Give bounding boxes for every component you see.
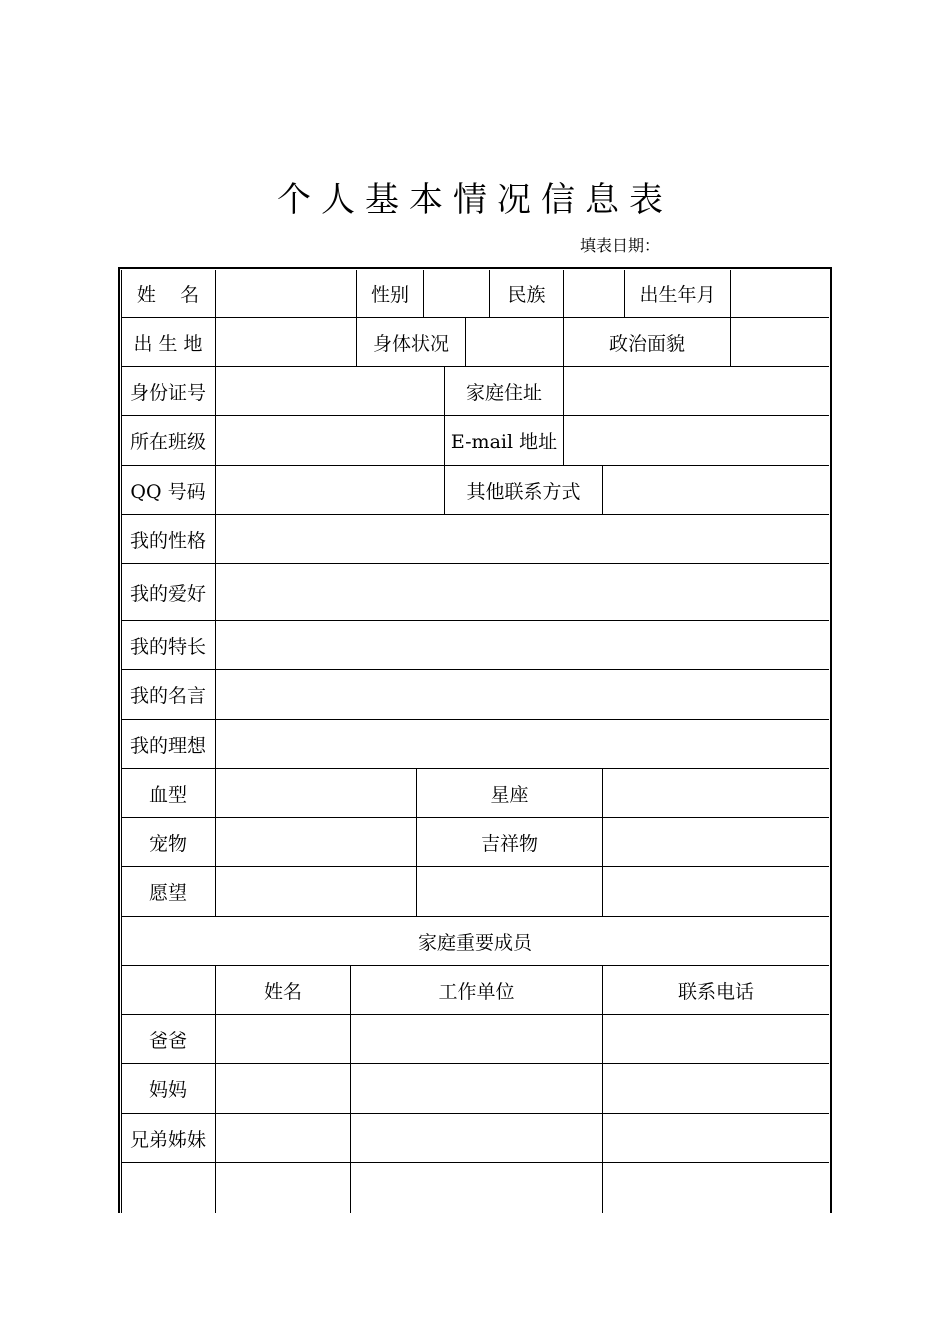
strengths-field[interactable] (216, 621, 829, 669)
family-section-title: 家庭重要成员 (417, 931, 532, 954)
class-field[interactable] (216, 416, 444, 465)
motto-field[interactable] (216, 670, 829, 719)
family-member-father: 爸爸 (148, 1029, 187, 1052)
zodiac-label: 星座 (490, 783, 529, 806)
health-field[interactable] (466, 318, 563, 366)
personality-label: 我的性格 (129, 529, 206, 552)
mother-workplace-field[interactable] (351, 1064, 602, 1113)
birth-date-label: 出生年月 (639, 284, 716, 306)
other-contact-label: 其他联系方式 (466, 480, 581, 503)
extra-phone-field[interactable] (603, 1163, 829, 1213)
birthplace-field[interactable] (216, 318, 356, 366)
political-status-field[interactable] (731, 318, 829, 366)
hobbies-label: 我的爱好 (129, 582, 206, 605)
family-column-phone: 联系电话 (677, 980, 754, 1003)
ethnicity-field[interactable] (564, 270, 624, 317)
siblings-workplace-field[interactable] (351, 1114, 602, 1162)
extra-member-field[interactable] (121, 1163, 215, 1213)
mother-phone-field[interactable] (603, 1064, 829, 1113)
father-workplace-field[interactable] (351, 1015, 602, 1063)
email-field[interactable] (564, 416, 829, 465)
fill-date-label: 填表日期： (580, 236, 661, 255)
ideals-field[interactable] (216, 720, 829, 768)
name-label: 姓 名 (136, 284, 200, 306)
family-member-siblings: 兄弟姊妹 (129, 1128, 206, 1151)
pet-field[interactable] (216, 818, 416, 866)
family-header-blank (121, 966, 215, 1014)
blood-type-field[interactable] (216, 769, 416, 817)
birthplace-label: 出 生 地 (133, 332, 203, 355)
home-address-label: 家庭住址 (465, 381, 542, 404)
mascot-field[interactable] (603, 818, 829, 866)
qq-field[interactable] (216, 466, 444, 514)
id-number-field[interactable] (216, 367, 444, 415)
qq-label: QQ 号码 (130, 480, 206, 503)
health-label: 身体状况 (372, 332, 449, 355)
ideals-label: 我的理想 (129, 734, 206, 757)
email-label: E-mail 地址 (450, 431, 558, 453)
gender-field[interactable] (424, 270, 489, 317)
name-field[interactable] (216, 270, 356, 317)
strengths-label: 我的特长 (129, 635, 206, 658)
home-address-field[interactable] (564, 367, 829, 415)
gender-label: 性别 (370, 284, 409, 306)
wish-label: 愿望 (148, 882, 187, 904)
zodiac-field[interactable] (603, 769, 829, 817)
extra-workplace-field[interactable] (351, 1163, 602, 1213)
form-title: 个人基本情况信息表 (277, 180, 673, 220)
wish-field-3[interactable] (603, 867, 829, 916)
wish-field-2[interactable] (417, 867, 602, 916)
family-member-mother: 妈妈 (148, 1079, 187, 1101)
birth-date-field[interactable] (731, 270, 829, 317)
hobbies-field[interactable] (216, 564, 829, 620)
personality-field[interactable] (216, 515, 829, 563)
political-status-label: 政治面貌 (608, 332, 685, 355)
motto-label: 我的名言 (129, 685, 206, 707)
id-number-label: 身份证号 (129, 381, 206, 404)
other-contact-field[interactable] (603, 466, 829, 514)
wish-field[interactable] (216, 867, 416, 916)
pet-label: 宠物 (148, 832, 187, 855)
mother-name-field[interactable] (216, 1064, 350, 1113)
family-column-workplace: 工作单位 (438, 980, 515, 1003)
extra-name-field[interactable] (216, 1163, 350, 1213)
ethnicity-label: 民族 (507, 284, 546, 306)
blood-type-label: 血型 (148, 783, 187, 806)
father-name-field[interactable] (216, 1015, 350, 1063)
family-column-name: 姓名 (263, 980, 302, 1003)
father-phone-field[interactable] (603, 1015, 829, 1063)
class-label: 所在班级 (129, 431, 206, 453)
siblings-name-field[interactable] (216, 1114, 350, 1162)
mascot-label: 吉祥物 (480, 832, 538, 855)
siblings-phone-field[interactable] (603, 1114, 829, 1162)
